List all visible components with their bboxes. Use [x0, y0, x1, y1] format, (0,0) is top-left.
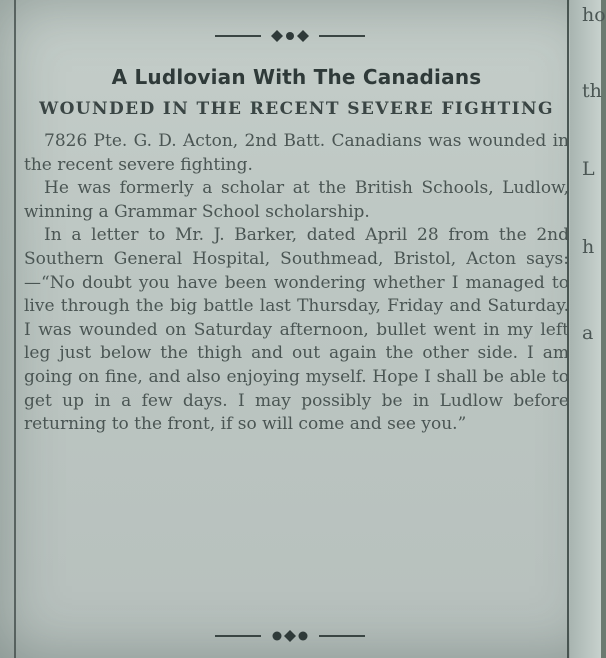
paragraph-1: 7826 Pte. G. D. Acton, 2nd Batt. Canadians was wounded in the recent severe fighting.: [24, 131, 569, 175]
article-body: [24, 130, 569, 437]
headline: A Ludlovian With The Canadians: [111, 65, 482, 89]
adjacent-fragment-2: th: [582, 80, 602, 102]
adjacent-fragment-3: L: [582, 158, 595, 180]
paragraph-3: In a letter to Mr. J. Barker, dated April 28 from the 2nd Southern General Hospital, Southmead, Bristol, Acton says:—“No doubt you have been wondering whether I managed to live through the big battle last Thursday, Friday and Saturday. I was wounded on Saturday afternoon, bullet went in my left leg just below the thigh and out again the other side. I am going on fine, and also enjoying myself. Hope I shall be able to get up in a few days. I may possibly be in Ludlow before returning to the front, if so will come and see you.”: [24, 225, 569, 435]
subheadline: WOUNDED IN THE RECENT SEVERE FIGHTING: [39, 99, 554, 119]
adjacent-fragment-5: a: [582, 322, 594, 344]
left-column-rule: [14, 0, 16, 658]
adjacent-fragment-4: h: [582, 236, 595, 258]
top-ornament: [215, 28, 365, 44]
article: [24, 62, 569, 437]
paragraph-2: He was formerly a scholar at the British Schools, Ludlow, winning a Grammar School scholarship.: [24, 178, 569, 222]
adjacent-fragment-1: ho: [582, 4, 606, 26]
bottom-ornament: [215, 628, 365, 644]
